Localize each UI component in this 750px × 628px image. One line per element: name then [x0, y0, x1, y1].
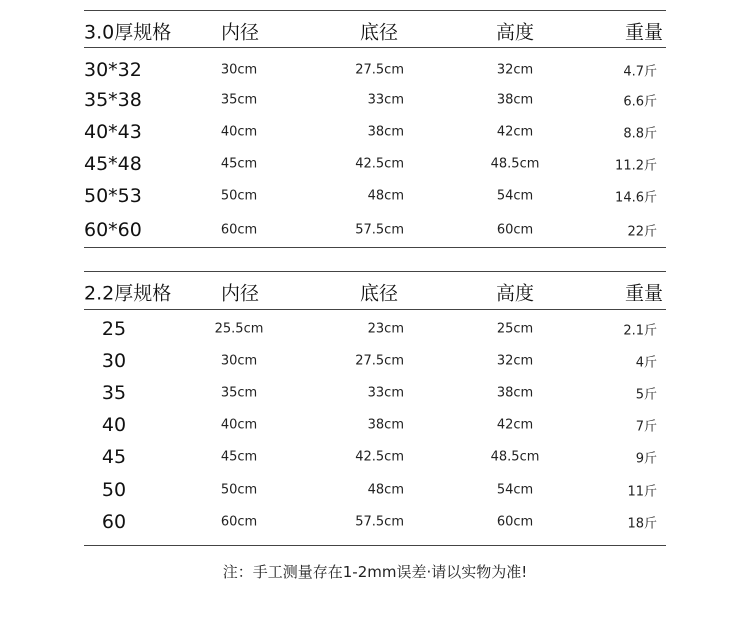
table-1-row-4-bottom-diameter: 42.5cm: [355, 156, 404, 172]
table-1-row-2-inner-diameter: 35cm: [220, 92, 258, 108]
table-1-row-2-height: 38cm: [496, 92, 534, 108]
table-1-top-rule: [84, 10, 666, 11]
table-1-header-weight: 重量: [624, 21, 663, 44]
table-1-row-3-spec: 40*43: [84, 121, 142, 143]
table-2-row-5-spec: 45: [101, 446, 127, 468]
table-1-row-5-inner-diameter: 50cm: [220, 188, 258, 204]
table-2-row-1-inner-diameter: 25.5cm: [214, 321, 264, 337]
table-2-row-2-inner-diameter: 30cm: [220, 353, 258, 369]
table-1-header-inner-diameter: 内径: [220, 21, 260, 44]
table-1-header-spec: 3.0厚规格: [84, 21, 172, 44]
table-1-row-3-inner-diameter: 40cm: [220, 124, 258, 140]
table-2-row-1-weight: 2.1斤: [623, 323, 657, 339]
table-2-header-rule: [84, 309, 666, 310]
table-2-row-2-height: 32cm: [496, 353, 534, 369]
table-2-row-5-inner-diameter: 45cm: [220, 449, 258, 465]
table-1-row-1-weight: 4.7斤: [623, 64, 657, 80]
table-2-row-3-height: 38cm: [496, 385, 534, 401]
table-2-row-6-bottom-diameter: 48cm: [367, 482, 404, 498]
table-1-row-6-height: 60cm: [496, 222, 534, 238]
table-2-row-2-bottom-diameter: 27.5cm: [355, 353, 404, 369]
table-2-row-7-weight: 18斤: [627, 516, 657, 532]
table-1-row-1-inner-diameter: 30cm: [220, 62, 258, 78]
table-2-row-5-weight: 9斤: [635, 451, 657, 467]
table-2-row-4-weight: 7斤: [635, 419, 657, 435]
table-1-row-2-spec: 35*38: [84, 89, 142, 111]
table-1-row-5-weight: 14.6斤: [615, 190, 657, 206]
table-1-header-height: 高度: [495, 21, 535, 44]
table-1-header-rule: [84, 47, 666, 48]
table-2-row-1-height: 25cm: [496, 321, 534, 337]
table-1-row-6-inner-diameter: 60cm: [220, 222, 258, 238]
table-2-row-3-bottom-diameter: 33cm: [367, 385, 404, 401]
table-2-row-1-spec: 25: [101, 318, 127, 340]
table-1-row-6-bottom-diameter: 57.5cm: [355, 222, 404, 238]
table-2-row-7-bottom-diameter: 57.5cm: [355, 514, 404, 530]
table-1-row-5-bottom-diameter: 48cm: [367, 188, 404, 204]
table-1-row-2-bottom-diameter: 33cm: [367, 92, 404, 108]
table-1-row-4-weight: 11.2斤: [615, 158, 657, 174]
table-1-row-1-height: 32cm: [496, 62, 534, 78]
table-1-row-6-weight: 22斤: [627, 224, 657, 240]
table-2-row-4-bottom-diameter: 38cm: [367, 417, 404, 433]
table-1-row-4-spec: 45*48: [84, 153, 142, 175]
table-1-row-1-bottom-diameter: 27.5cm: [355, 62, 404, 78]
table-1-row-2-weight: 6.6斤: [623, 94, 657, 110]
table-1-row-3-bottom-diameter: 38cm: [367, 124, 404, 140]
table-2-top-rule: [84, 271, 666, 272]
table-2-row-6-spec: 50: [101, 479, 127, 501]
table-2-row-6-inner-diameter: 50cm: [220, 482, 258, 498]
table-2-row-4-spec: 40: [101, 414, 127, 436]
table-2-header-inner-diameter: 内径: [220, 282, 260, 305]
table-2-row-1-bottom-diameter: 23cm: [367, 321, 404, 337]
table-1-header-bottom-diameter: 底径: [359, 21, 399, 44]
table-2-row-3-spec: 35: [101, 382, 127, 404]
table-2-row-4-inner-diameter: 40cm: [220, 417, 258, 433]
table-2-row-2-weight: 4斤: [635, 355, 657, 371]
table-1-row-5-height: 54cm: [496, 188, 534, 204]
table-2-row-3-inner-diameter: 35cm: [220, 385, 258, 401]
table-1-row-1-spec: 30*32: [84, 59, 142, 81]
table-2-header-bottom-diameter: 底径: [359, 282, 399, 305]
table-1-row-5-spec: 50*53: [84, 185, 142, 207]
table-2-bottom-rule: [84, 545, 666, 546]
table-2-row-4-height: 42cm: [496, 417, 534, 433]
table-2-header-height: 高度: [495, 282, 535, 305]
table-2-row-5-bottom-diameter: 42.5cm: [355, 449, 404, 465]
table-1-row-3-weight: 8.8斤: [623, 126, 657, 142]
footnote: 注：手工测量存在1-2mm误差·请以实物为准!: [222, 563, 528, 581]
table-2-header-spec: 2.2厚规格: [84, 282, 172, 305]
table-1-bottom-rule: [84, 247, 666, 248]
table-1-row-4-height: 48.5cm: [490, 156, 540, 172]
table-2-row-7-spec: 60: [101, 511, 127, 533]
table-1-row-6-spec: 60*60: [84, 219, 142, 241]
table-2-header-weight: 重量: [624, 282, 663, 305]
table-2-row-7-height: 60cm: [496, 514, 534, 530]
table-2-row-3-weight: 5斤: [635, 387, 657, 403]
table-1-row-3-height: 42cm: [496, 124, 534, 140]
table-2-row-6-height: 54cm: [496, 482, 534, 498]
table-2-row-6-weight: 11斤: [627, 484, 657, 500]
table-2-row-5-height: 48.5cm: [490, 449, 540, 465]
table-2-row-7-inner-diameter: 60cm: [220, 514, 258, 530]
table-2-row-2-spec: 30: [101, 350, 127, 372]
table-1-row-4-inner-diameter: 45cm: [220, 156, 258, 172]
